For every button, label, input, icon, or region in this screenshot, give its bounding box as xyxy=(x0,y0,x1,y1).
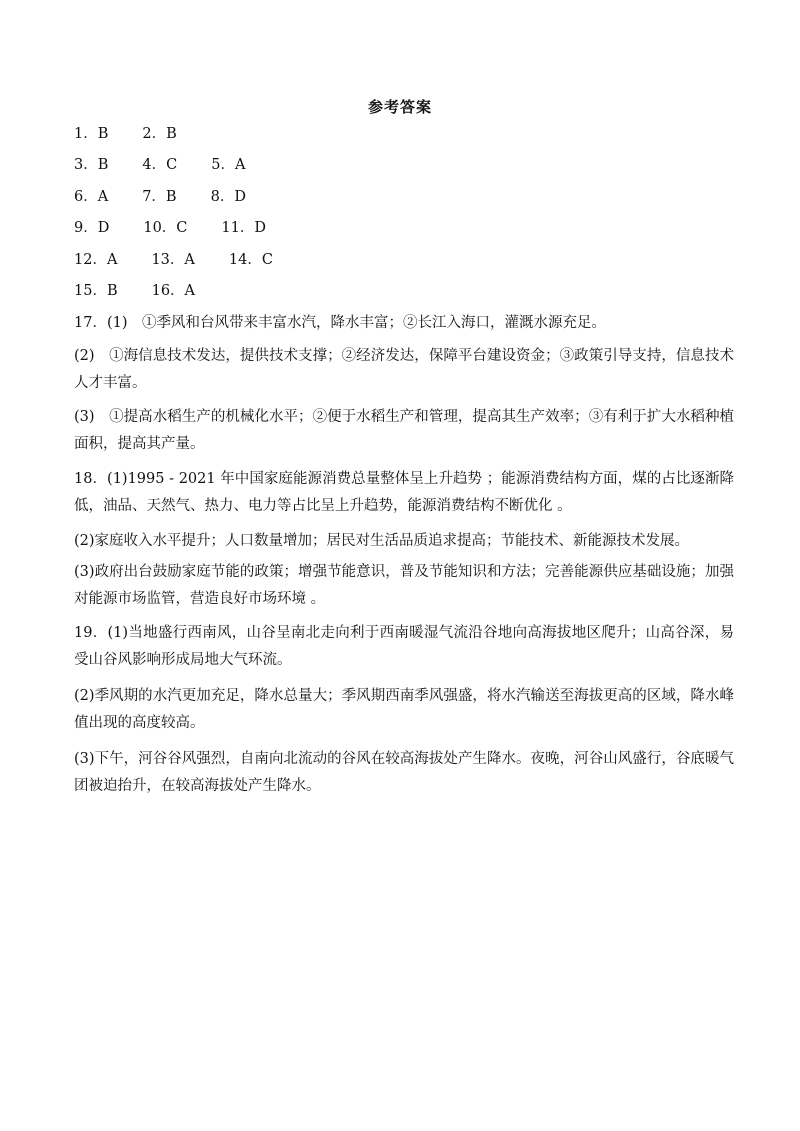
answer-19-part-1: 19．(1)当地盛行西南风，山谷呈南北走向利于西南暖湿气流沿谷地向高海拔地区爬升；山高谷深，易受山谷风影响形成局地大气环流。 xyxy=(74,625,734,668)
answer-17-part-3: (3) ①提高水稻生产的机械化水平；②便于水稻生产和管理，提高其生产效率；③有利于扩大水稻种植面积，提高其产量。 xyxy=(74,409,734,452)
mc-row-3 xyxy=(74,187,246,207)
mc-answer: 3．B xyxy=(74,157,109,173)
mc-answer: 16．A xyxy=(151,283,196,299)
answer-18-part-2: (2)家庭收入水平提升；人口数量增加；居民对生活品质追求提高；节能技术、新能源技术发展。 xyxy=(74,533,690,549)
mc-answer: 7．B xyxy=(142,189,177,205)
mc-answer: 5．A xyxy=(211,157,246,173)
answer-18-part-3: (3)政府出台鼓励家庭节能的政策；增强节能意识，普及节能知识和方法；完善能源供应基础设施；加强对能源市场监管，营造良好市场环境 。 xyxy=(74,564,734,607)
mc-answer: 15．B xyxy=(74,283,118,299)
answer-19-part-3: (3)下午，河谷谷风强烈，自南向北流动的谷风在较高海拔处产生降水。夜晚，河谷山风盛行，谷底暖气团被迫抬升，在较高海拔处产生降水。 xyxy=(74,751,734,794)
mc-answer: 8．D xyxy=(210,189,246,205)
mc-answer: 4．C xyxy=(142,157,178,173)
answer-18-part-1: 18．(1)1995 - 2021 年中国家庭能源消费总量整体呈上升趋势 ；能源消费结构方面，煤的占比逐渐降低，油品、天然气、热力、电力等占比呈上升趋势，能源消费结构不断优化 。 xyxy=(74,471,734,514)
mc-answer: 11．D xyxy=(221,220,266,236)
answer-17-part-2: (2) ①海信息技术发达，提供技术支撑；②经济发达，保障平台建设资金；③政策引导支持，信息技术人才丰富。 xyxy=(74,348,734,391)
mc-answer: 1．B xyxy=(74,126,109,142)
mc-row-5 xyxy=(74,250,273,270)
mc-row-4 xyxy=(74,218,266,238)
mc-answer: 10．C xyxy=(143,220,188,236)
mc-row-1 xyxy=(74,124,177,144)
page-title: 参考答案 xyxy=(367,98,432,116)
mc-answer: 6．A xyxy=(74,189,109,205)
mc-row-2 xyxy=(74,155,245,175)
mc-answer: 14．C xyxy=(228,252,273,268)
answer-19-part-2: (2)季风期的水汽更加充足，降水总量大；季风期西南季风强盛，将水汽输送至海拔更高的区域，降水峰值出现的高度较高。 xyxy=(74,688,734,731)
mc-answer: 9．D xyxy=(74,220,110,236)
answer-17-part-1: 17．(1) ①季风和台风带来丰富水汽，降水丰富；②长江入海口，灌溉水源充足。 xyxy=(74,315,606,331)
mc-answer: 13．A xyxy=(151,252,195,268)
mc-answer: 2．B xyxy=(142,126,177,142)
mc-row-6 xyxy=(74,281,195,301)
mc-answer: 12．A xyxy=(74,252,118,268)
